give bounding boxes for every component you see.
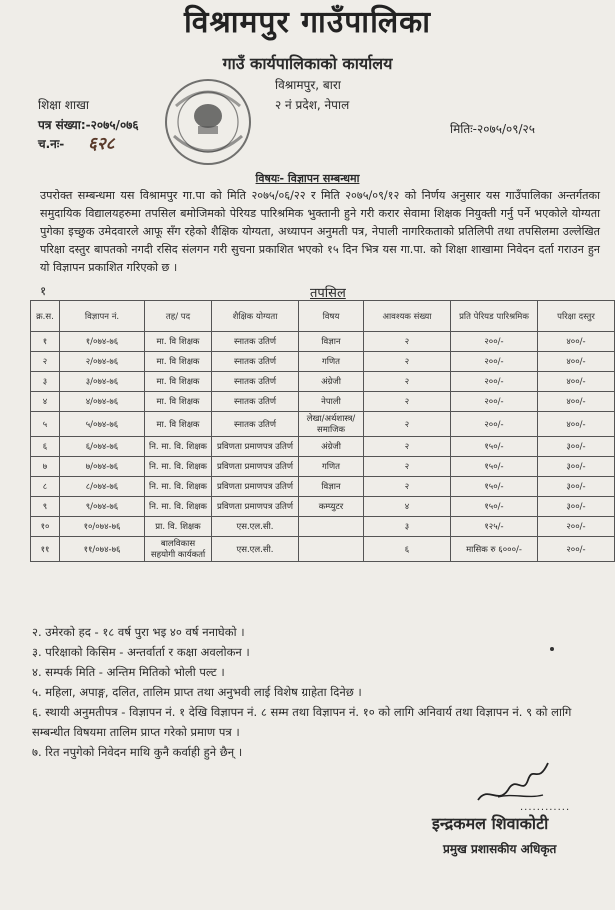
signature-dots: ............ [520,802,571,813]
letter-number: पत्र संख्या:-२०७५/०७६ [38,118,139,132]
note-item: ४. सम्पर्क मिति - अन्तिम मितिको भोली पल्ट । [32,665,225,679]
cell-per-period-pay: मासिक रु ६०००/- [451,537,538,562]
cell-required-count: ३ [364,517,451,537]
dispatch-number-handwritten: ६२८ [88,134,115,154]
cell-required-count: २ [364,437,451,457]
cell-qualification: स्नातक उतिर्ण [212,372,299,392]
cell-subject: गणित [299,457,364,477]
table-row [31,537,615,562]
dispatch-number-label: च.नः- [38,137,65,151]
municipality-title: विश्रामपुर गाउँपालिका [184,5,431,40]
cell-ad-number: ३/०७४-७६ [60,372,145,392]
cell-subject: विज्ञान [299,477,364,497]
cell-per-period-pay: २००/- [451,392,538,412]
cell-per-period-pay: १२५/- [451,517,538,537]
cell-subject [299,537,364,562]
cell-qualification: प्रविणता प्रमाणपत्र उतिर्ण [212,477,299,497]
cell-required-count: २ [364,392,451,412]
cell-level-post: नि. मा. वि. शिक्षक [145,457,212,477]
table-row [31,437,615,457]
cell-serial: ७ [31,457,60,477]
cell-subject: गणित [299,352,364,372]
cell-level-post: प्रा. वि. शिक्षक [145,517,212,537]
cell-exam-fee: ४००/- [538,332,615,352]
cell-serial: २ [31,352,60,372]
cell-qualification: एस.एल.सी. [212,537,299,562]
cell-qualification: स्नातक उतिर्ण [212,392,299,412]
table-title: तपसिल [310,286,346,301]
cell-serial: ६ [31,437,60,457]
cell-serial: ९ [31,497,60,517]
cell-per-period-pay: १५०/- [451,457,538,477]
signatory-role: प्रमुख प्रशासकीय अधिकृत [443,842,557,856]
cell-level-post: मा. वि शिक्षक [145,352,212,372]
cell-qualification: प्रविणता प्रमाणपत्र उतिर्ण [212,497,299,517]
note-item: २. उमेरको हद - १८ वर्ष पुरा भइ ४० वर्ष ननाघेको । [32,625,245,639]
cell-level-post: मा. वि शिक्षक [145,332,212,352]
cell-exam-fee: २००/- [538,537,615,562]
cell-ad-number: ८/०७४-७६ [60,477,145,497]
cell-level-post: मा. वि शिक्षक [145,372,212,392]
table-header-row [31,301,615,332]
letter-date: मितिः-२०७५/०९/२५ [450,122,535,136]
cell-subject [299,517,364,537]
note-item: ७. रित नपुगेको निवेदन माथि कुनै कर्वाही हुने छैन् । [32,745,243,759]
cell-per-period-pay: २००/- [451,332,538,352]
cell-serial: ८ [31,477,60,497]
cell-level-post: बालविकास सहयोगी कार्यकर्ता [145,537,212,562]
cell-ad-number: ७/०७४-७६ [60,457,145,477]
cell-serial: १ [31,332,60,352]
signatory-name: इन्द्रकमल शिवाकोटी [432,814,549,833]
cell-serial: ३ [31,372,60,392]
subject-line: विषयः- विज्ञापन सम्बन्धमा [255,172,360,185]
cell-exam-fee: ३००/- [538,497,615,517]
cell-subject: विज्ञान [299,332,364,352]
header-subject: विषय [299,301,364,332]
cell-required-count: २ [364,332,451,352]
note-item: ३. परिक्षाको किसिम - अन्तर्वार्ता र कक्षा अवलोकन । [32,645,250,659]
table-row [31,352,615,372]
cell-subject: अंग्रेजी [299,437,364,457]
address-line-1: विश्रामपुर, बारा [275,78,341,92]
cell-ad-number: ४/०७४-७६ [60,392,145,412]
cell-subject: अंग्रेजी [299,372,364,392]
table-body [31,332,615,562]
table-row [31,372,615,392]
cell-required-count: २ [364,372,451,392]
cell-exam-fee: ३००/- [538,457,615,477]
table-row [31,497,615,517]
cell-required-count: ४ [364,497,451,517]
cell-required-count: २ [364,477,451,497]
cell-serial: ११ [31,537,60,562]
cell-per-period-pay: १५०/- [451,497,538,517]
cell-qualification: प्रविणता प्रमाणपत्र उतिर्ण [212,437,299,457]
office-name: गाउँ कार्यपालिकाको कार्यालय [222,54,393,73]
cell-level-post: मा. वि शिक्षक [145,412,212,437]
cell-qualification: एस.एल.सी. [212,517,299,537]
table-row [31,332,615,352]
table-row [31,517,615,537]
cell-level-post: नि. मा. वि. शिक्षक [145,437,212,457]
header-ad-number: विज्ञापन नं. [60,301,145,332]
cell-level-post: मा. वि शिक्षक [145,392,212,412]
note-item: ६. स्थायी अनुमतीपत्र - विज्ञापन नं. १ देखि विज्ञापन नं. ८ सम्म तथा विज्ञापन नं. १० को लागि अनिवार्य तथा विज्ञापन नं. ९ को लागि सम्बन्धीत विषयमा तालिम प्राप्त गरेको प्रमाण पत्र । [32,705,572,739]
cell-exam-fee: ४००/- [538,412,615,437]
ink-dot [550,647,554,651]
cell-exam-fee: ३००/- [538,437,615,457]
cell-required-count: २ [364,457,451,477]
cell-per-period-pay: २००/- [451,372,538,392]
cell-ad-number: ११/०७४-७६ [60,537,145,562]
header-exam-fee: परिक्षा दस्तुर [538,301,615,332]
cell-qualification: स्नातक उतिर्ण [212,352,299,372]
cell-qualification: प्रविणता प्रमाणपत्र उतिर्ण [212,457,299,477]
cell-subject: लेखा/अर्थशास्त्र/ समाजिक [299,412,364,437]
cell-level-post: नि. मा. वि. शिक्षक [145,477,212,497]
notes-list [32,622,612,762]
cell-serial: ५ [31,412,60,437]
note-item: ५. महिला, अपाङ्ग, दलित, तालिम प्राप्त तथा अनुभवी लाई विशेष ग्राहेता दिनेछ । [32,685,362,699]
header-required-count: आवश्यक संख्या [364,301,451,332]
cell-required-count: २ [364,352,451,372]
header-serial: क्र.स. [31,301,60,332]
cell-ad-number: ६/०७४-७६ [60,437,145,457]
cell-subject: कम्प्युटर [299,497,364,517]
address-line-2: २ नं प्रदेश, नेपाल [275,98,350,112]
cell-ad-number: २/०७४-७६ [60,352,145,372]
cell-exam-fee: ४००/- [538,392,615,412]
cell-per-period-pay: १५०/- [451,437,538,457]
cell-per-period-pay: २००/- [451,412,538,437]
cell-exam-fee: ४००/- [538,372,615,392]
cell-exam-fee: २००/- [538,517,615,537]
cell-required-count: ६ [364,537,451,562]
table-row [31,477,615,497]
cell-required-count: २ [364,412,451,437]
office-seal-stamp [162,76,254,168]
header-qualification: शैक्षिक योग्यता [212,301,299,332]
cell-serial: ४ [31,392,60,412]
vacancy-table [30,300,615,562]
table-row [31,412,615,437]
body-paragraph: उपरोक्त सम्बन्धमा यस विश्रामपुर गा.पा को मिति २०७५/०६/२२ र मिति २०७५/०९/१२ को निर्णय अनुसार यस गाउँपालिका अन्तर्गतका समुदायिक विद्यालयहरुमा तपसिल बमोजिमको पेरियड पारिश्रमिक भुक्तानी हुने गरी करार सेवामा शिक्षक नियुक्ती गर्नु पर्ने भएकोले योग्यता पुगेका इच्छुक उमेदवारले आफू सँग रहेको शैक्षिक योग्यता, अध्यापन अनुमती पत्र, नेपाली नागरिकताको प्रतिलिपी तथा तपसिलमा उल्लेखित परिक्षा दस्तुर बापतको नगदी रसिद संलगन गरी सुचना प्रकाशित भएको १५ दिन भित्र यस गा.पा. को शिक्षा शाखामा निवेदन दर्ता गराउन हुन यो विज्ञापन प्रकाशित गरिएको छ । [40,189,600,274]
cell-exam-fee: ३००/- [538,477,615,497]
cell-ad-number: ९/०७४-७६ [60,497,145,517]
cell-qualification: स्नातक उतिर्ण [212,332,299,352]
cell-exam-fee: ४००/- [538,352,615,372]
table-note-number: १ [40,284,47,298]
cell-qualification: स्नातक उतिर्ण [212,412,299,437]
cell-ad-number: १/०७४-७६ [60,332,145,352]
cell-level-post: नि. मा. वि. शिक्षक [145,497,212,517]
cell-serial: १० [31,517,60,537]
header-level-post: तह/ पद [145,301,212,332]
cell-per-period-pay: २००/- [451,352,538,372]
cell-subject: नेपाली [299,392,364,412]
cell-ad-number: ५/०७४-७६ [60,412,145,437]
header-per-period-pay: प्रति पेरियड पारिश्रमिक [451,301,538,332]
table-row [31,457,615,477]
cell-ad-number: १०/०७४-७६ [60,517,145,537]
cell-per-period-pay: १५०/- [451,477,538,497]
branch-label: शिक्षा शाखा [38,98,89,112]
table-row [31,392,615,412]
